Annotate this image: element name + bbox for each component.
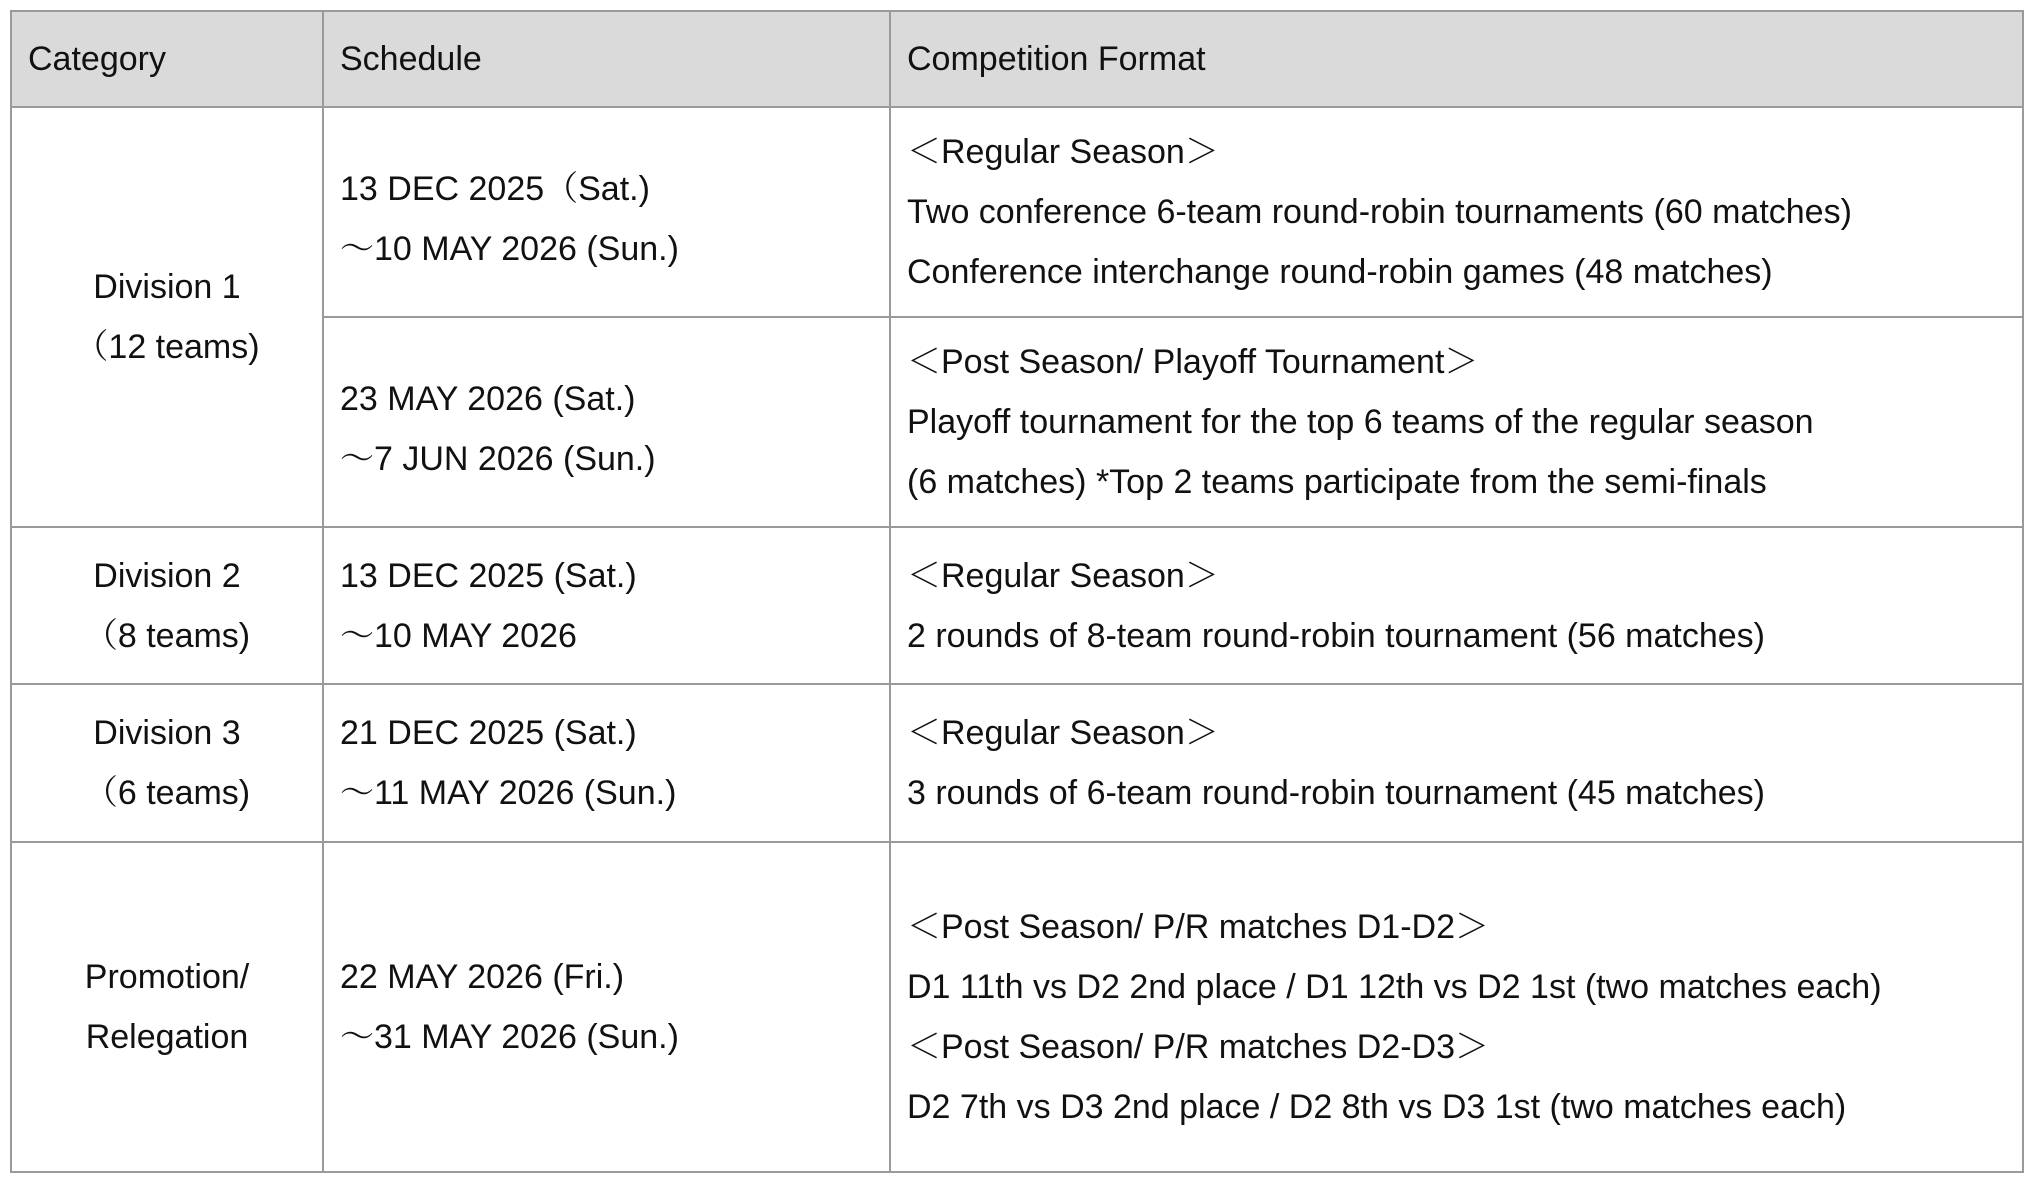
schedule-cell-division-1-regular [323, 107, 890, 317]
format-line: D1 11th vs D2 2nd place / D1 12th vs D2 1st (two matches each) [907, 968, 1882, 1006]
format-cell-promotion-relegation [890, 842, 2023, 1172]
format-heading: ＜Regular Season＞ [907, 556, 1219, 595]
schedule-cell-division-1-playoff [323, 317, 890, 527]
format-heading: ＜Post Season/ Playoff Tournament＞ [907, 343, 1479, 381]
category-teams: （8 teams) [83, 616, 251, 655]
schedule-cell-division-2 [323, 527, 890, 684]
category-name: Relegation [85, 1018, 249, 1056]
format-cell-division-2 [890, 527, 2023, 684]
format-line: Conference interchange round-robin games (48 matches) [907, 253, 1773, 291]
table-row-division-3 [11, 684, 2023, 842]
schedule-start: 13 DEC 2025 (Sat.) [340, 556, 637, 595]
category-cell-promotion-relegation [11, 842, 323, 1172]
category-teams: （6 teams) [83, 774, 251, 812]
format-line: 3 rounds of 6-team round-robin tournament (45 matches) [907, 774, 1766, 812]
schedule-end: ～7 JUN 2026 (Sun.) [340, 440, 656, 478]
header-row [11, 11, 2023, 107]
format-line: Playoff tournament for the top 6 teams of the regular season [907, 403, 1814, 441]
format-line: 2 rounds of 8-team round-robin tournament (56 matches) [907, 616, 1766, 655]
schedule-end: ～10 MAY 2026 (Sun.) [340, 230, 679, 268]
schedule-start: 23 MAY 2026 (Sat.) [340, 380, 636, 418]
schedule-end: ～11 MAY 2026 (Sun.) [340, 774, 677, 812]
table-row-promotion-relegation [11, 842, 2023, 1172]
schedule-start: 13 DEC 2025（Sat.) [340, 170, 650, 208]
category-name: Division 1 [93, 268, 241, 306]
schedule-cell-promotion-relegation [323, 842, 890, 1172]
category-cell-division-1 [11, 107, 323, 527]
table-row-division-2 [11, 527, 2023, 684]
schedule-table [10, 10, 2024, 1173]
category-cell-division-2 [11, 527, 323, 684]
category-name: Promotion/ [84, 958, 250, 996]
format-cell-division-1-regular [890, 107, 2023, 317]
header-competition-format: Competition Format [890, 11, 2023, 107]
format-heading: ＜Post Season/ P/R matches D1-D2＞ [907, 908, 1490, 946]
format-line: Two conference 6-team round-robin tournaments (60 matches) [907, 193, 1852, 231]
format-heading: ＜Regular Season＞ [907, 714, 1219, 752]
schedule-start: 22 MAY 2026 (Fri.) [340, 958, 625, 996]
table-row-division-1-regular [11, 107, 2023, 317]
format-heading: ＜Post Season/ P/R matches D2-D3＞ [907, 1028, 1490, 1066]
header-schedule: Schedule [323, 11, 890, 107]
schedule-cell-division-3 [323, 684, 890, 842]
format-heading: ＜Regular Season＞ [907, 133, 1219, 171]
schedule-start: 21 DEC 2025 (Sat.) [340, 714, 637, 752]
schedule-end: ～10 MAY 2026 [340, 616, 577, 655]
schedule-end: ～31 MAY 2026 (Sun.) [340, 1018, 679, 1056]
category-name: Division 3 [93, 714, 241, 752]
header-category: Category [11, 11, 323, 107]
category-teams: （12 teams) [74, 328, 260, 366]
format-line: (6 matches) *Top 2 teams participate from the semi-finals [907, 463, 1767, 501]
category-name: Division 2 [93, 556, 241, 595]
category-cell-division-3 [11, 684, 323, 842]
format-cell-division-1-playoff [890, 317, 2023, 527]
format-line: D2 7th vs D3 2nd place / D2 8th vs D3 1st (two matches each) [907, 1088, 1847, 1126]
format-cell-division-3 [890, 684, 2023, 842]
